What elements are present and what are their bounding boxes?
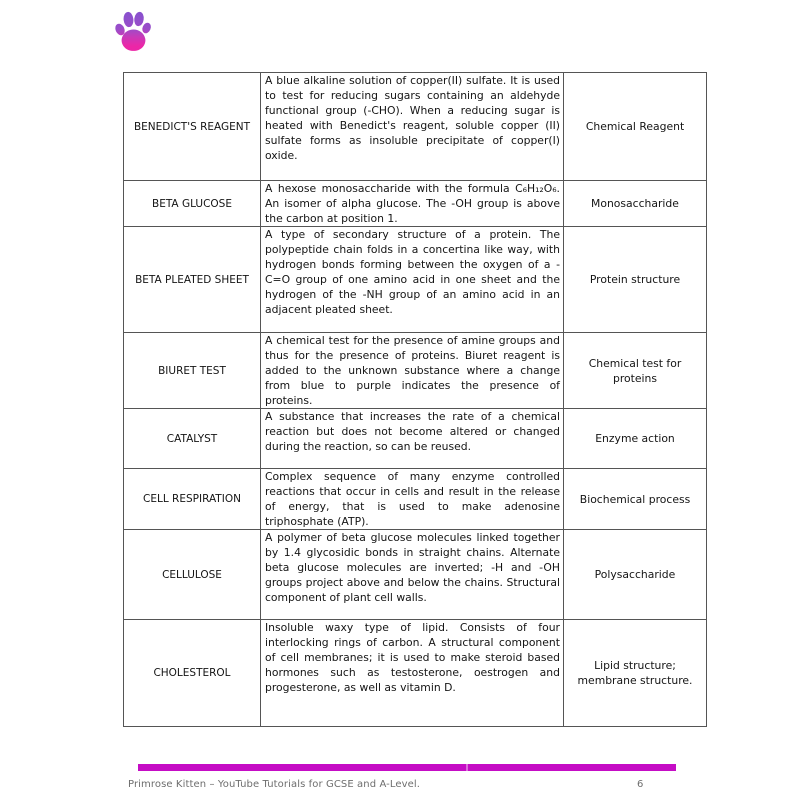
definition-cell: Complex sequence of many enzyme controlled reactions that occur in cells and result in the release of energy, that is used to make adenosine triphosphate (ATP). bbox=[261, 469, 564, 530]
term-cell: BIURET TEST bbox=[124, 333, 261, 409]
category-cell: Chemical Reagent bbox=[564, 73, 707, 181]
term-cell: BETA PLEATED SHEET bbox=[124, 227, 261, 333]
term-cell: CATALYST bbox=[124, 409, 261, 469]
term-cell: CELLULOSE bbox=[124, 530, 261, 620]
footer-divider-bar bbox=[138, 764, 676, 771]
definition-cell: A polymer of beta glucose molecules linked together by 1.4 glycosidic bonds in straight chains. Alternate beta glucose molecules are inverted; -H and -OH groups project above and below the chains. Structural component of plant cell walls. bbox=[261, 530, 564, 620]
term-cell: CHOLESTEROL bbox=[124, 620, 261, 727]
table-row bbox=[124, 620, 707, 727]
definition-cell: A type of secondary structure of a protein. The polypeptide chain folds in a concertina like way, with hydrogen bonds forming between the oxygen of a -C=O group of one amino acid in one sheet and the hydrogen of the -NH group of an amino acid in an adjacent pleated sheet. bbox=[261, 227, 564, 333]
table-row bbox=[124, 227, 707, 333]
category-cell: Enzyme action bbox=[564, 409, 707, 469]
definition-cell: A substance that increases the rate of a chemical reaction but does not become altered or changed during the reaction, so can be reused. bbox=[261, 409, 564, 469]
definition-cell: A blue alkaline solution of copper(II) sulfate. It is used to test for reducing sugars containing an aldehyde functional group (-CHO). When a reducing sugar is heated with Benedict's reagent, soluble copper (II) sulfate forms as insoluble precipitate of copper(I) oxide. bbox=[261, 73, 564, 181]
paw-print-icon bbox=[113, 10, 153, 54]
table-row bbox=[124, 73, 707, 181]
page-number: 6 bbox=[637, 779, 644, 790]
term-cell: BENEDICT'S REAGENT bbox=[124, 73, 261, 181]
category-cell: Lipid structure; membrane structure. bbox=[564, 620, 707, 727]
category-cell: Biochemical process bbox=[564, 469, 707, 530]
definition-cell: Insoluble waxy type of lipid. Consists of four interlocking rings of carbon. A structural component of cell membranes; it is used to make steroid based hormones such as testosterone, oestrogen and progesterone, as well as vitamin D. bbox=[261, 620, 564, 727]
table-row bbox=[124, 181, 707, 227]
table-row bbox=[124, 333, 707, 409]
category-cell: Chemical test for proteins bbox=[564, 333, 707, 409]
definition-cell: A chemical test for the presence of amine groups and thus for the presence of proteins. Biuret reagent is added to the unknown substance where a change from blue to purple indicates the presence of proteins. bbox=[261, 333, 564, 409]
table-row bbox=[124, 409, 707, 469]
term-cell: CELL RESPIRATION bbox=[124, 469, 261, 530]
category-cell: Protein structure bbox=[564, 227, 707, 333]
footer-text: Primrose Kitten – YouTube Tutorials for GCSE and A-Level. bbox=[128, 779, 421, 790]
definition-cell: A hexose monosaccharide with the formula C₆H₁₂O₆. An isomer of alpha glucose. The -OH group is above the carbon at position 1. bbox=[261, 181, 564, 227]
category-cell: Monosaccharide bbox=[564, 181, 707, 227]
term-cell: BETA GLUCOSE bbox=[124, 181, 261, 227]
table-row bbox=[124, 530, 707, 620]
category-cell: Polysaccharide bbox=[564, 530, 707, 620]
footer-bar-seam bbox=[466, 764, 468, 771]
glossary-table bbox=[123, 72, 707, 727]
table-row bbox=[124, 469, 707, 530]
